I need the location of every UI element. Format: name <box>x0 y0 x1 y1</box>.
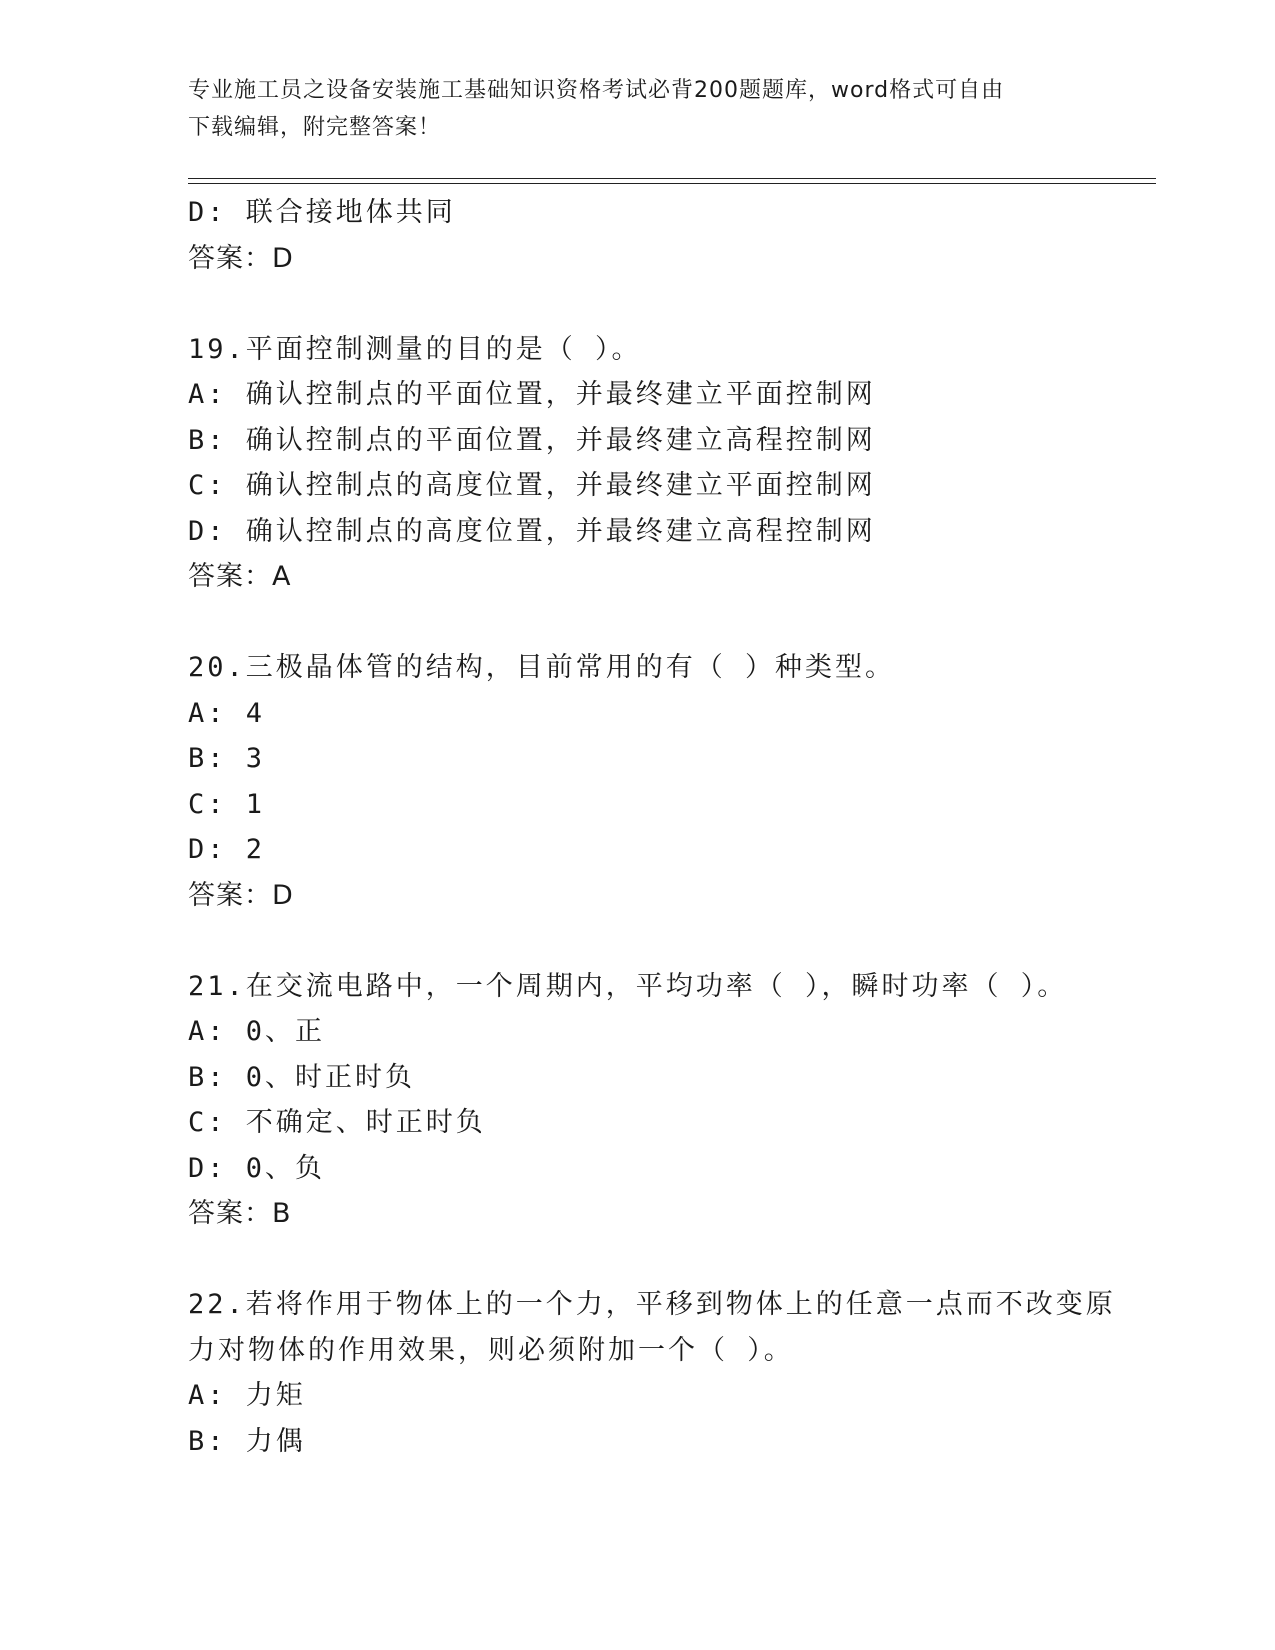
option-c: C: 不确定、时正时负 <box>188 1107 486 1138</box>
option-b: B: 力偶 <box>188 1425 306 1457</box>
option-a: A: 确认控制点的平面位置，并最终建立平面控制网 <box>188 379 876 410</box>
option-b: B: 0、时正时负 <box>188 1061 416 1093</box>
question-stem-20: 20.三极晶体管的结构，目前常用的有（ ）种类型。 <box>188 652 896 683</box>
spacer <box>188 1237 1148 1283</box>
header-divider-bottom <box>188 183 1156 184</box>
option-d: D: 联合接地体共同 <box>188 197 456 228</box>
option-b: B: 3 <box>188 743 266 774</box>
option-a: A: 力矩 <box>188 1380 306 1411</box>
option-b: B: 确认控制点的平面位置，并最终建立高程控制网 <box>188 424 876 456</box>
question-stem-19: 19.平面控制测量的目的是（ ）。 <box>188 333 642 365</box>
spacer <box>188 918 1148 964</box>
document-header <box>188 72 1088 146</box>
header-line-2: 下载编辑，附完整答案！ <box>188 115 442 140</box>
option-a: A: 0、正 <box>188 1016 326 1047</box>
option-c: C: 1 <box>188 788 266 820</box>
question-stem-21: 21.在交流电路中，一个周期内，平均功率（ ），瞬时功率（ ）。 <box>188 970 1068 1002</box>
answer-line: 答案：A <box>188 561 292 592</box>
answer-line: 答案：D <box>188 879 294 911</box>
question-list <box>188 190 1148 1464</box>
question-stem-22-line-2: 力对物体的作用效果，则必须附加一个（ ）。 <box>188 1334 794 1366</box>
option-d: D: 确认控制点的高度位置，并最终建立高程控制网 <box>188 515 876 547</box>
option-d: D: 2 <box>188 834 266 865</box>
spacer <box>188 600 1148 646</box>
option-d: D: 0、负 <box>188 1152 326 1184</box>
question-stem-22-line-1: 22.若将作用于物体上的一个力，平移到物体上的任意一点而不改变原 <box>188 1289 1116 1320</box>
option-c: C: 确认控制点的高度位置，并最终建立平面控制网 <box>188 470 876 501</box>
answer-line: 答案：D <box>188 242 294 274</box>
option-a: A: 4 <box>188 697 266 729</box>
header-line-1: 专业施工员之设备安装施工基础知识资格考试必背200题题库，word格式可自由 <box>188 78 1005 103</box>
answer-line: 答案：B <box>188 1198 292 1229</box>
header-divider-top <box>188 178 1156 179</box>
spacer <box>188 281 1148 327</box>
